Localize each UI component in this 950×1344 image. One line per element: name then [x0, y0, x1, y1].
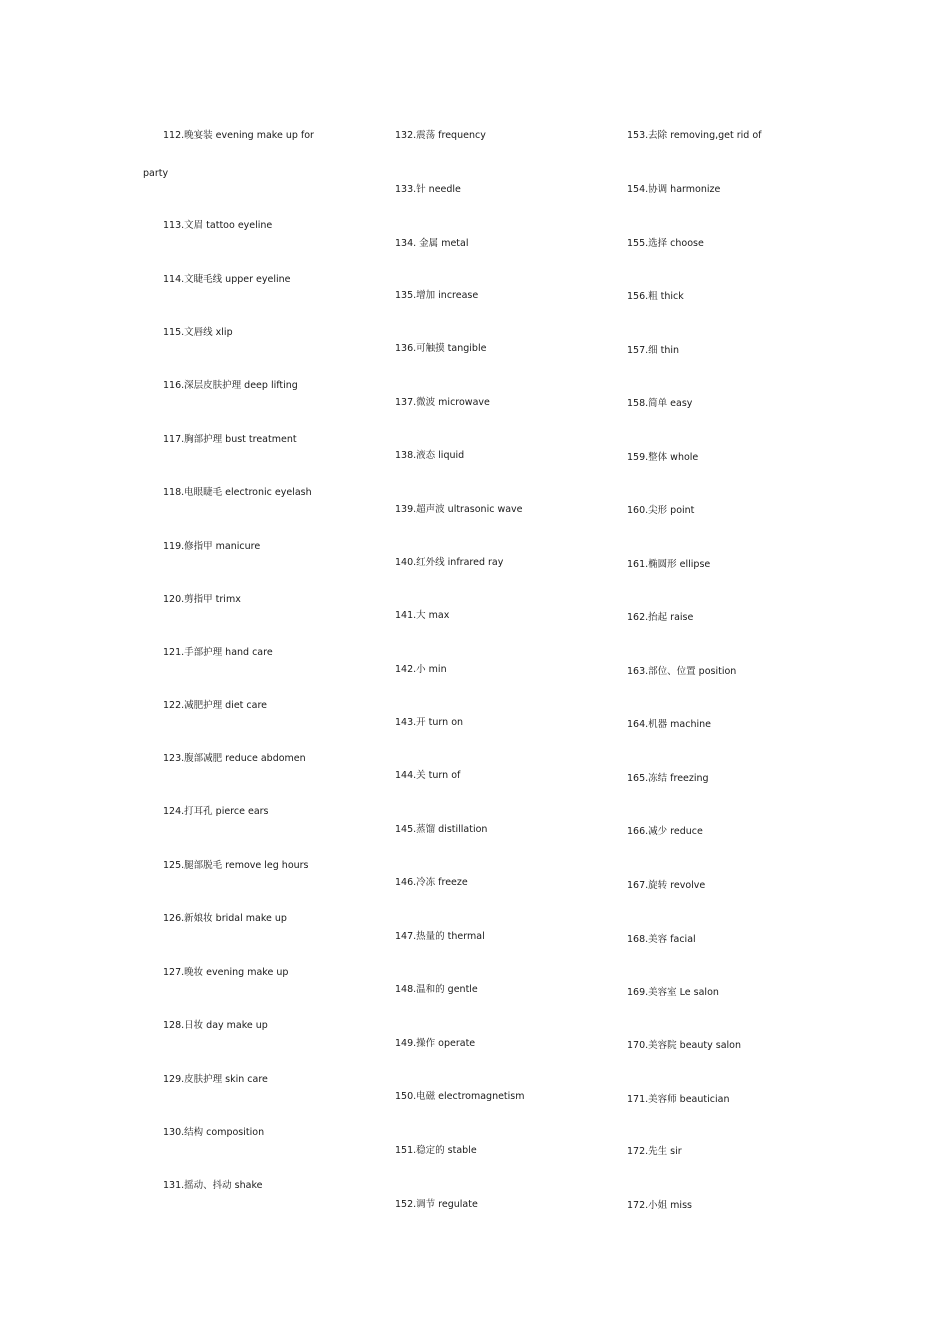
vocab-entry: 153.去除 removing,get rid of: [627, 130, 762, 141]
vocab-entry: 170.美容院 beauty salon: [627, 1040, 742, 1051]
vocab-entry: 159.整体 whole: [627, 452, 699, 463]
vocab-entry: 141.大 max: [395, 610, 450, 621]
vocab-entry: 147.热量的 thermal: [395, 931, 485, 942]
vocab-entry: 124.打耳孔 pierce ears: [163, 806, 269, 817]
vocab-entry: 115.文唇线 xlip: [163, 327, 233, 338]
vocab-entry: 139.超声波 ultrasonic wave: [395, 504, 523, 515]
vocab-entry: 114.文睫毛线 upper eyeline: [163, 274, 291, 285]
vocab-entry: 118.电眼睫毛 electronic eyelash: [163, 487, 312, 498]
vocab-entry: 133.针 needle: [395, 184, 461, 195]
vocab-entry: 158.简单 easy: [627, 398, 693, 409]
vocab-entry: 121.手部护理 hand care: [163, 647, 273, 658]
vocab-entry: 136.可触摸 tangible: [395, 343, 487, 354]
vocab-entry: 120.剪指甲 trimx: [163, 594, 241, 605]
vocab-entry: 171.美容师 beautician: [627, 1094, 730, 1105]
vocab-entry: 162.抬起 raise: [627, 612, 694, 623]
vocab-entry: 172.先生 sir: [627, 1146, 682, 1157]
vocab-entry-continuation: party: [143, 168, 169, 179]
vocab-entry: 117.胸部护理 bust treatment: [163, 434, 297, 445]
vocab-entry: 142.小 min: [395, 664, 447, 675]
vocab-entry: 129.皮肤护理 skin care: [163, 1074, 268, 1085]
vocab-entry: 130.结构 composition: [163, 1127, 265, 1138]
vocab-entry: 128.日妆 day make up: [163, 1020, 268, 1031]
vocab-entry: 134. 金属 metal: [395, 238, 469, 249]
vocab-entry: 127.晚妆 evening make up: [163, 967, 289, 978]
vocab-entry: 168.美容 facial: [627, 934, 696, 945]
vocab-entry: 157.细 thin: [627, 345, 680, 356]
vocab-entry: 160.尖形 point: [627, 505, 695, 516]
vocab-entry: 135.增加 increase: [395, 290, 479, 301]
vocab-entry: 145.蒸馏 distillation: [395, 824, 488, 835]
vocab-entry: 167.旋转 revolve: [627, 880, 706, 891]
vocab-entry: 152.调节 regulate: [395, 1199, 478, 1210]
vocab-entry: 163.部位、位置 position: [627, 666, 737, 677]
vocab-entry: 154.协调 harmonize: [627, 184, 721, 195]
vocab-entry: 149.操作 operate: [395, 1038, 476, 1049]
vocab-entry: 151.稳定的 stable: [395, 1145, 477, 1156]
vocab-entry: 116.深层皮肤护理 deep lifting: [163, 380, 298, 391]
vocab-entry: 113.文眉 tattoo eyeline: [163, 220, 273, 231]
vocab-entry: 112.晚宴装 evening make up for: [163, 130, 314, 141]
vocab-entry: 131.摇动、抖动 shake: [163, 1180, 263, 1191]
vocab-entry: 122.减肥护理 diet care: [163, 700, 268, 711]
vocab-entry: 143.开 turn on: [395, 717, 464, 728]
vocab-entry: 132.震荡 frequency: [395, 130, 486, 141]
vocab-entry: 119.修指甲 manicure: [163, 541, 261, 552]
vocab-entry: 161.椭圆形 ellipse: [627, 559, 711, 570]
vocab-entry: 144.关 turn of: [395, 770, 461, 781]
vocab-entry: 150.电磁 electromagnetism: [395, 1091, 525, 1102]
vocab-entry: 169.美容室 Le salon: [627, 987, 719, 998]
vocab-entry: 140.红外线 infrared ray: [395, 557, 504, 568]
vocab-entry: 155.选择 choose: [627, 238, 704, 249]
vocab-entry: 166.减少 reduce: [627, 826, 703, 837]
vocab-entry: 126.新娘妆 bridal make up: [163, 913, 287, 924]
vocab-entry: 125.腿部脱毛 remove leg hours: [163, 860, 309, 871]
vocab-entry: 138.液态 liquid: [395, 450, 465, 461]
vocab-entry: 123.腹部减肥 reduce abdomen: [163, 753, 306, 764]
vocab-entry: 165.冻结 freezing: [627, 773, 709, 784]
vocab-entry: 164.机器 machine: [627, 719, 711, 730]
vocab-entry: 146.冷冻 freeze: [395, 877, 468, 888]
vocab-entry: 137.微波 microwave: [395, 397, 490, 408]
vocab-entry: 156.粗 thick: [627, 291, 684, 302]
vocab-entry: 148.温和的 gentle: [395, 984, 478, 995]
vocab-entry: 172.小姐 miss: [627, 1200, 692, 1211]
